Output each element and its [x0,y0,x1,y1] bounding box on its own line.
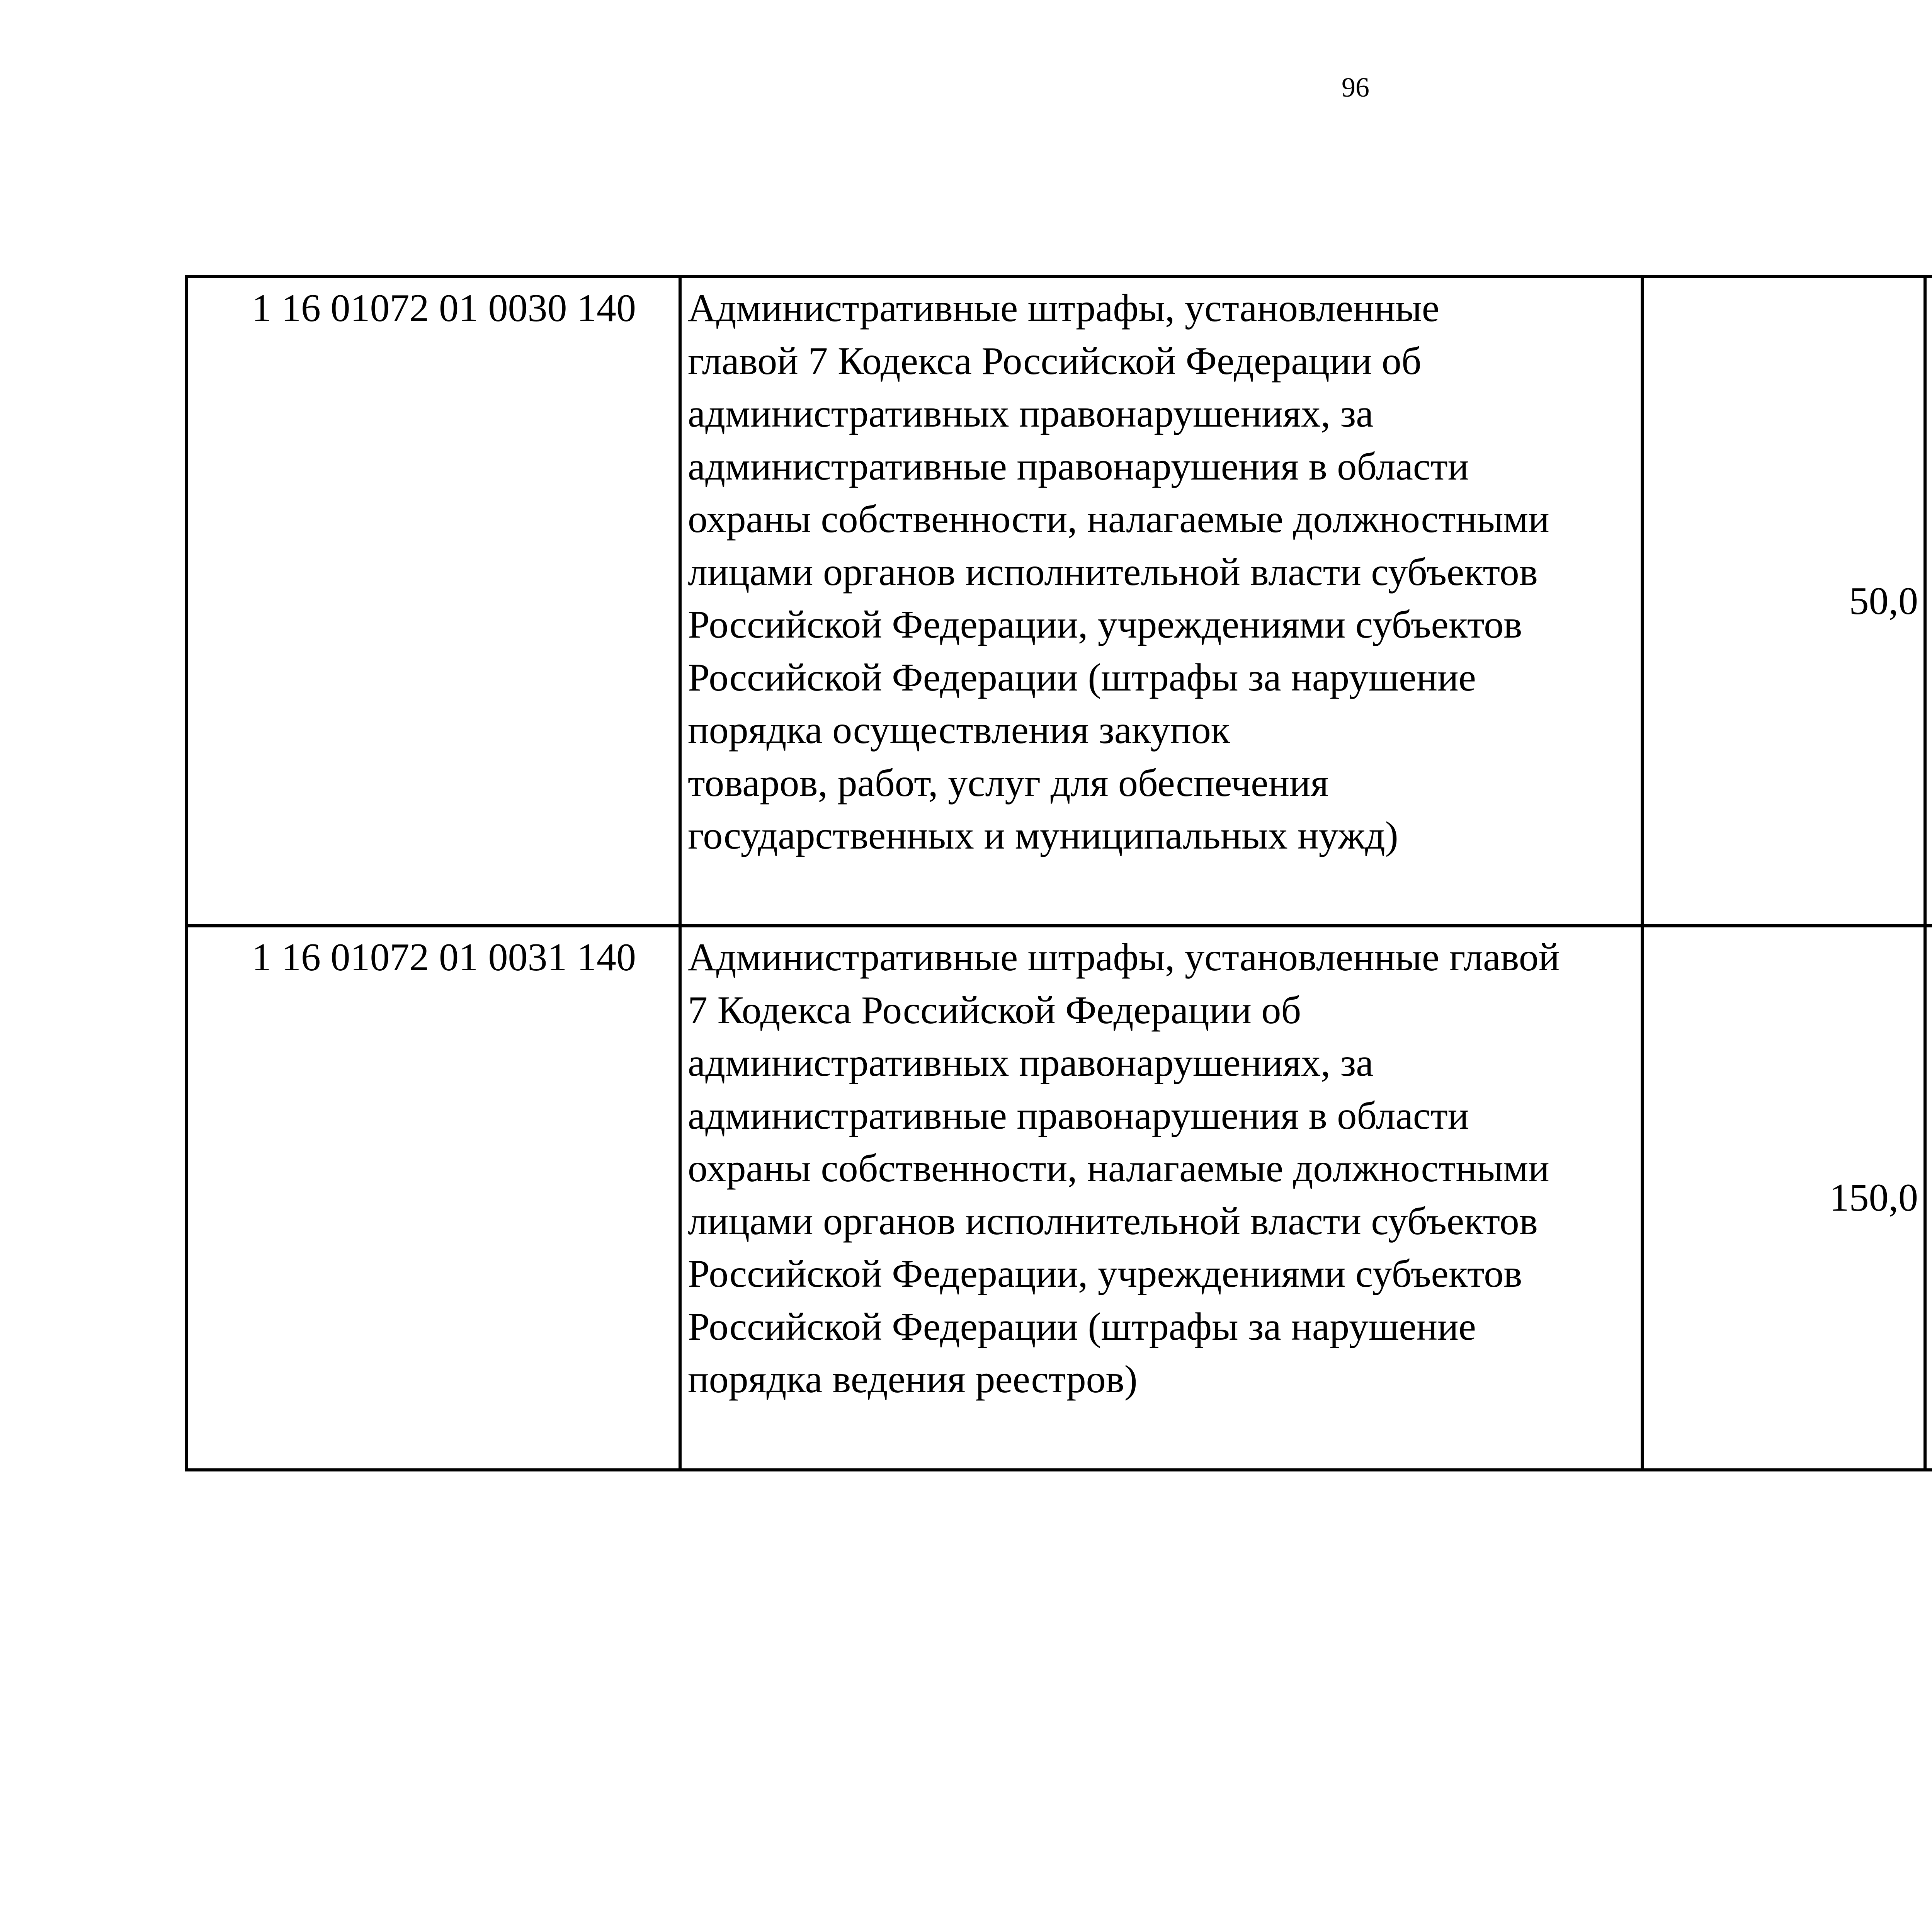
code-cell [186,926,680,1470]
description-line: административные правонарушения в области [688,444,1469,488]
table-row [186,926,1932,1470]
description-line: главой 7 Кодекса Российской Федерации об [688,339,1422,383]
description-line: административные правонарушения в области [688,1094,1469,1138]
description-line: Российской Федерации (штрафы за нарушение [688,655,1476,699]
description-line: Российской Федерации, учреждениями субъектов [688,1252,1522,1296]
name-cell [680,926,1642,1470]
description-line: охраны собственности, налагаемые должностными [688,497,1549,541]
budget-table [185,275,1932,1471]
description-line: товаров, работ, услуг для обеспечения [688,761,1329,805]
value-cell [1642,277,1925,926]
description-line: порядка ведения реестров) [688,1357,1138,1401]
description-line: административных правонарушениях, за [688,392,1374,435]
table-row [186,277,1932,926]
description-line: охраны собственности, налагаемые должностными [688,1146,1549,1190]
income-description [682,282,1641,862]
name-cell [680,277,1642,926]
code-cell [186,277,680,926]
description-line: Российской Федерации (штрафы за нарушение [688,1305,1476,1349]
description-line: административных правонарушениях, за [688,1041,1374,1085]
description-line: Российской Федерации, учреждениями субъектов [688,603,1522,646]
budget-code: 1 16 01072 01 0031 140 [252,936,636,979]
income-description [682,931,1641,1406]
description-line: Административные штрафы, установленные главой [688,936,1560,979]
budget-code: 1 16 01072 01 0030 140 [252,286,636,330]
value-cell [1642,926,1925,1470]
description-line: лицами органов исполнительной власти субъектов [688,550,1538,594]
description-line: 7 Кодекса Российской Федерации об [688,988,1301,1032]
amount-value: 150,0 [1829,1176,1918,1220]
description-line: Административные штрафы, установленные [688,286,1439,330]
value-cell [1925,277,1932,926]
amount-value: 50,0 [1849,579,1918,623]
page-number: 96 [1342,72,1369,103]
value-cell [1925,926,1932,1470]
description-line: лицами органов исполнительной власти субъектов [688,1199,1538,1243]
description-line: государственных и муниципальных нужд) [688,814,1398,857]
description-line: порядка осуществления закупок [688,708,1230,752]
amount-value [1927,575,1932,628]
amount-value [1927,1172,1932,1224]
